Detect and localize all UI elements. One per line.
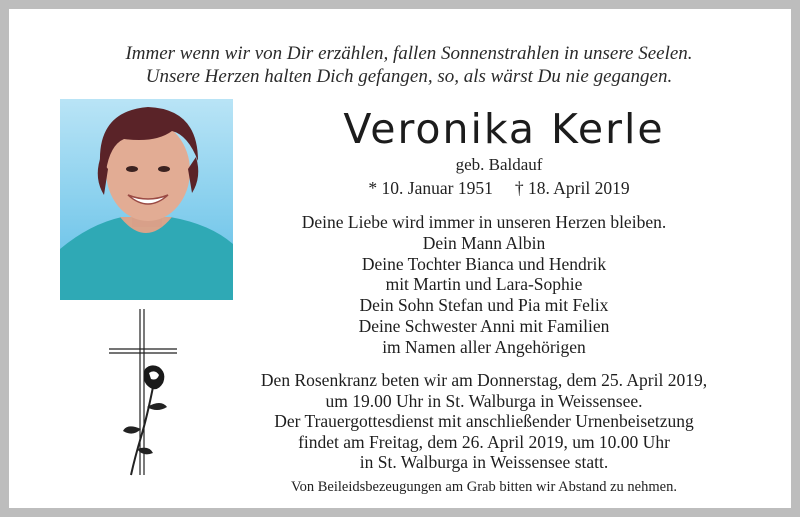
- mourner-line: Deine Schwester Anni mit Familien: [358, 315, 610, 336]
- service-line: Den Rosenkranz beten wir am Donnerstag, dem 25. April 2019,: [260, 370, 708, 390]
- deceased-name: Veronika Kerle: [343, 105, 665, 153]
- service-line: in St. Walburga in Weissensee statt.: [359, 452, 609, 473]
- motto-line: Immer wenn wir von Dir erzählen, fallen Sonnenstrahlen in unsere Seelen.: [125, 43, 693, 64]
- portrait-illustration: [60, 99, 233, 300]
- motto-line: Unsere Herzen halten Dich gefangen, so, als wärst Du nie gegangen.: [145, 66, 673, 87]
- portrait-photo: [60, 99, 233, 300]
- motto: [29, 42, 789, 88]
- death-date: † 18. April 2019: [514, 178, 630, 198]
- mourner-line: im Namen aller Angehörigen: [382, 336, 586, 357]
- mourner-line: Deine Tochter Bianca und Hendrik: [361, 253, 607, 274]
- mourner-line: Deine Liebe wird immer in unseren Herzen bleiben.: [301, 212, 667, 232]
- life-dates: [339, 178, 659, 199]
- maiden-name: geb. Baldauf: [455, 155, 543, 174]
- mourner-line: mit Martin und Lara-Sophie: [385, 274, 583, 295]
- mourners-block: [259, 212, 709, 358]
- service-line: Der Trauergottesdienst mit anschließender Urnenbeisetzung: [274, 411, 694, 432]
- services-block: [214, 370, 754, 473]
- mourner-line: Dein Mann Albin: [422, 232, 546, 253]
- service-line: um 19.00 Uhr in St. Walburga in Weissensee.: [325, 390, 643, 411]
- service-line: findet am Freitag, dem 26. April 2019, um 10.00 Uhr: [298, 431, 670, 452]
- mourner-line: Dein Sohn Stefan und Pia mit Felix: [359, 295, 609, 316]
- birth-date: * 10. Januar 1951: [368, 178, 493, 198]
- cross-with-rose-icon: [107, 307, 179, 479]
- condolence-note: Von Beileidsbezeugungen am Grab bitten wir Abstand zu nehmen.: [291, 479, 677, 495]
